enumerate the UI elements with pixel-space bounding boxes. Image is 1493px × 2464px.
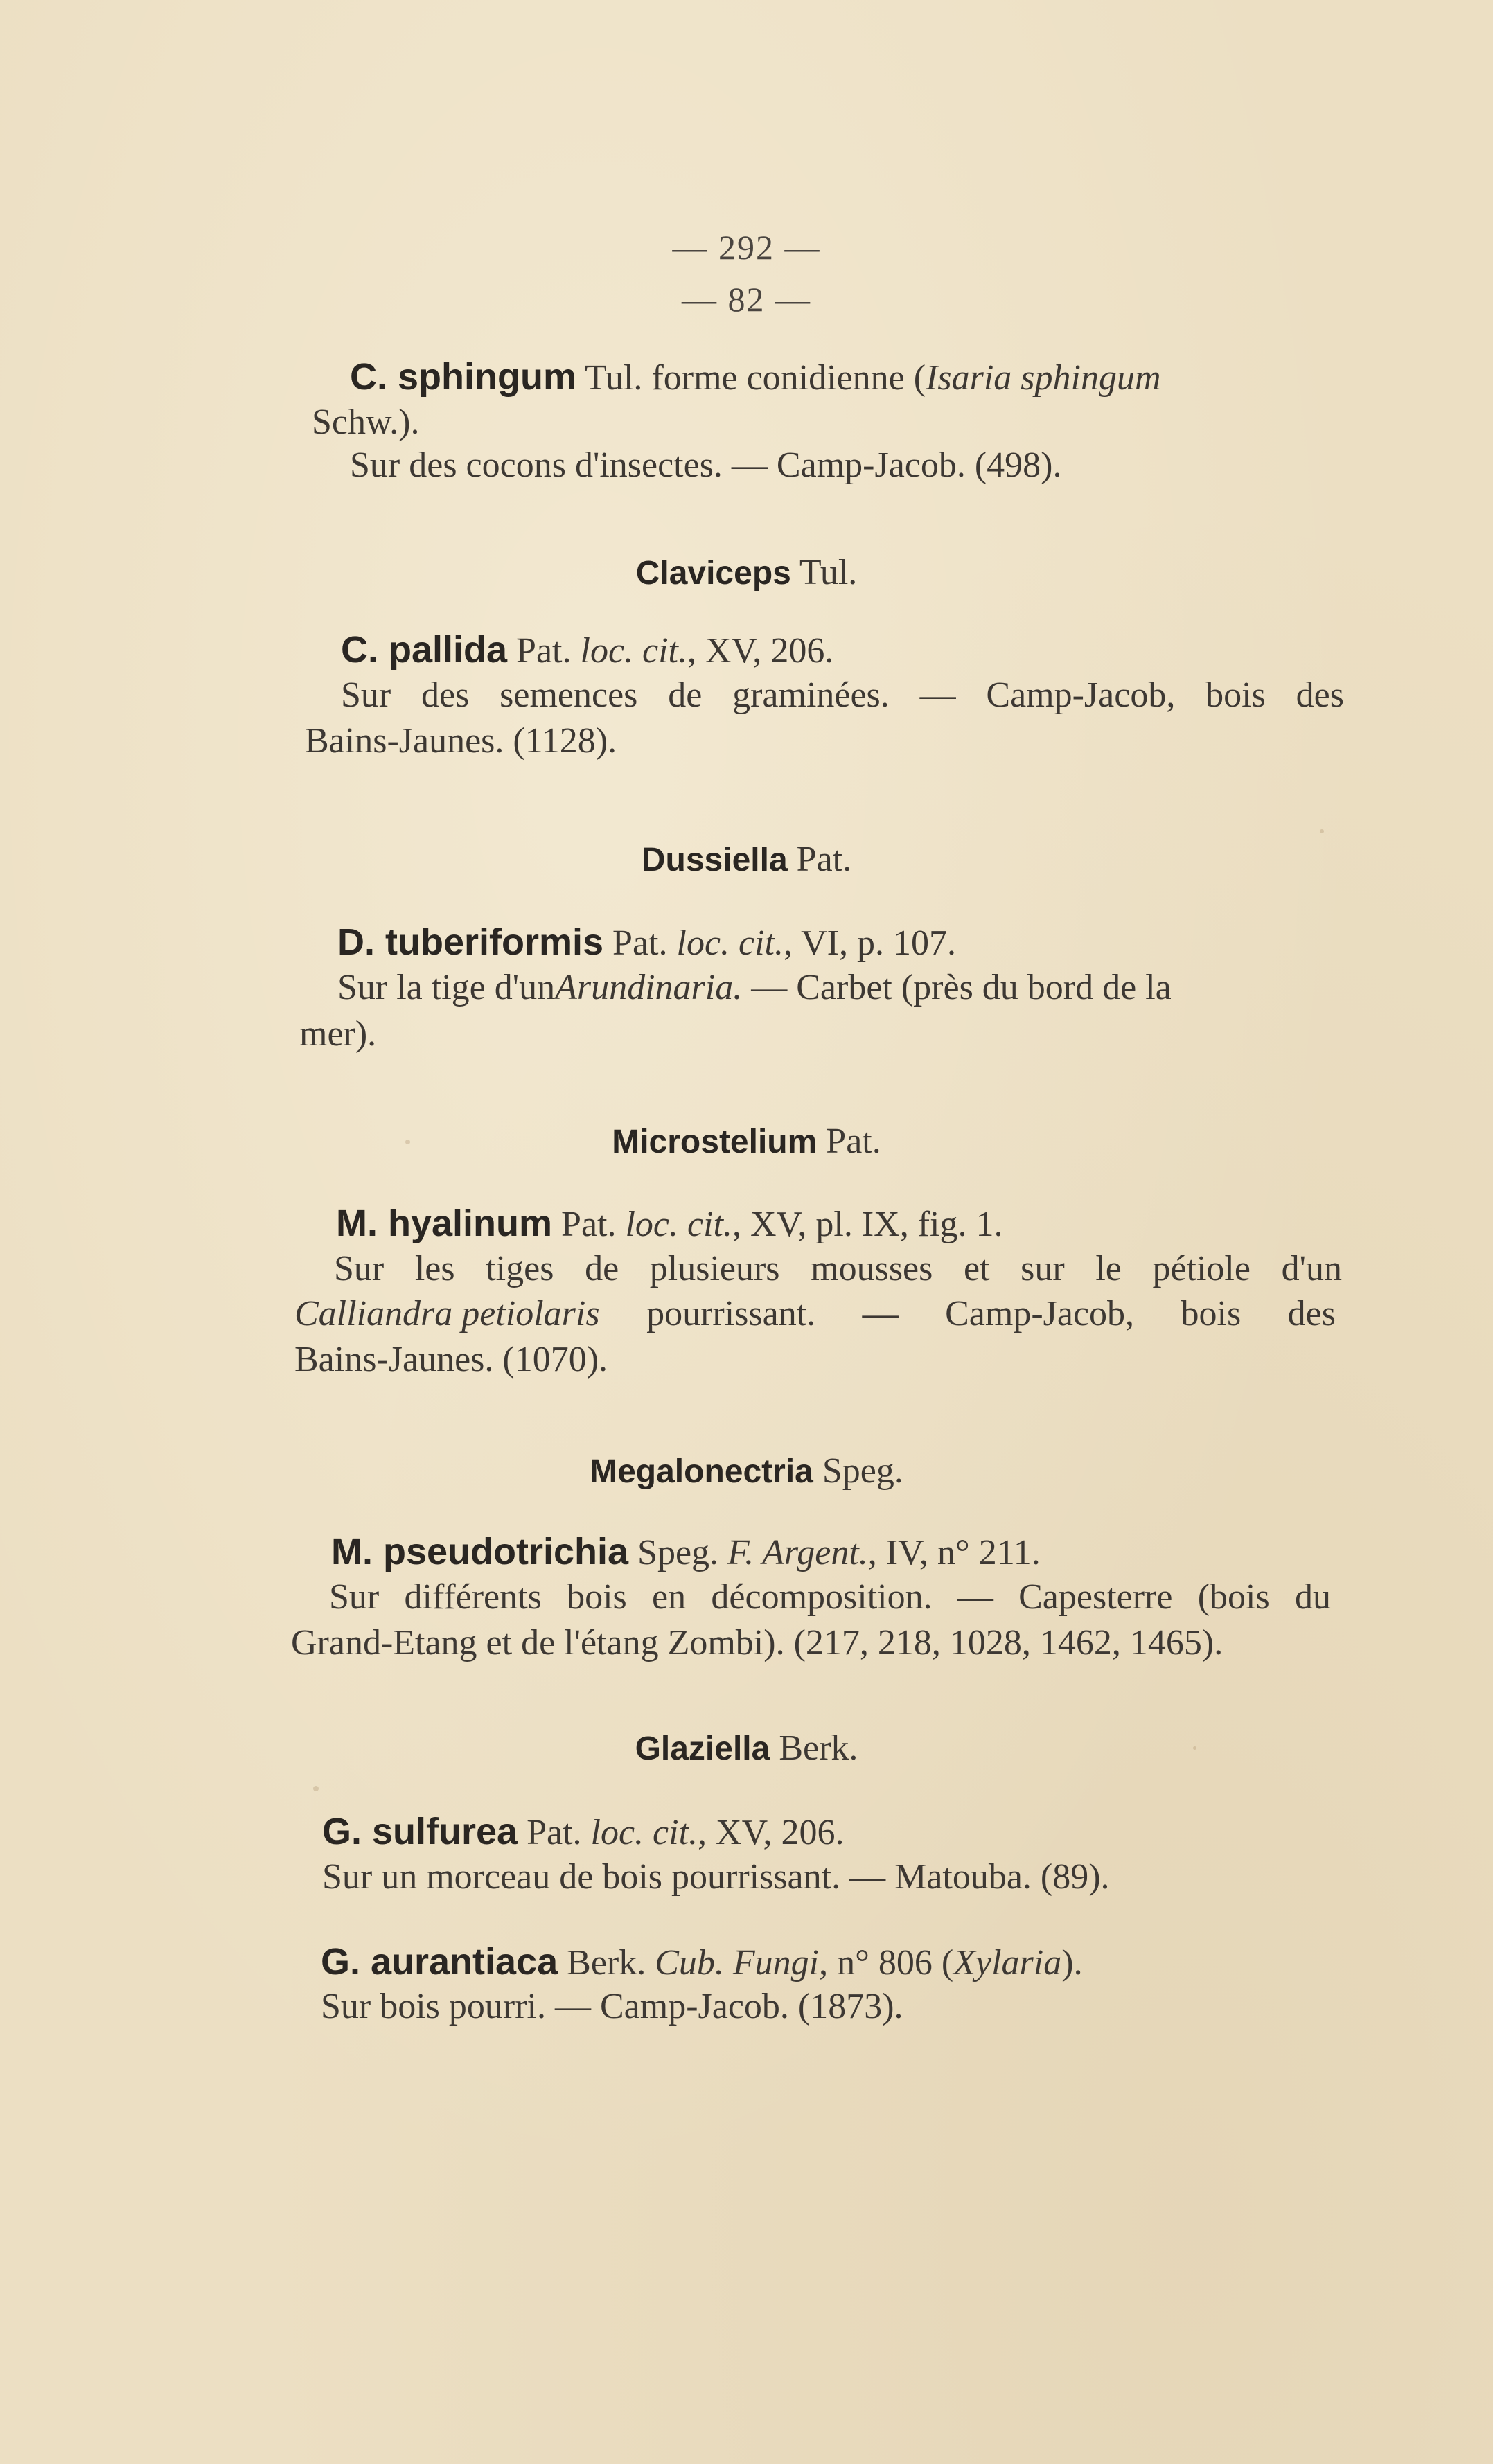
word: Camp-Jacob, (945, 1294, 1135, 1333)
word: et (964, 1249, 990, 1288)
genus-heading-megalonectria (0, 1450, 1493, 1494)
reference: , VI, p. 107. (784, 923, 956, 963)
word: semences (500, 675, 638, 715)
word: — (862, 1294, 899, 1333)
word: du (1294, 1577, 1331, 1617)
word: pourrissant. (646, 1294, 816, 1333)
species-name: C. sphingum (350, 356, 576, 398)
genus-author: Berk. (779, 1728, 858, 1768)
word: décomposition. (711, 1577, 933, 1617)
word: Sur (341, 675, 391, 715)
reference-italic: loc. cit. (590, 1813, 698, 1852)
text: Sur la tige d'un (337, 968, 556, 1007)
host-plant: Calliandra petiolaris (294, 1294, 600, 1333)
reference: , XV, pl. IX, fig. 1. (732, 1205, 1003, 1244)
author: Pat. (612, 923, 668, 963)
word: Capesterre (1018, 1577, 1173, 1617)
entry-m-hyalinum-line2 (334, 1248, 1342, 1291)
page-number: — 82 — (682, 280, 811, 319)
author: Berk. (567, 1943, 646, 1983)
word: plusieurs (649, 1249, 780, 1288)
paper-speck (405, 1140, 410, 1144)
word: Sur (334, 1249, 385, 1288)
entry-c-pallida-line3: Bains-Jaunes. (1128). (305, 721, 617, 761)
entry-d-tuberiformis-line2 (337, 966, 1172, 1009)
synonym: Isaria sphingum (926, 358, 1161, 398)
genus-heading-claviceps (0, 551, 1493, 595)
reference: , n° 806 ( (819, 1943, 954, 1983)
word: — (957, 1577, 993, 1617)
word: des (1287, 1294, 1336, 1333)
genus-heading-dussiella (0, 838, 1493, 882)
paper-speck (1193, 1746, 1196, 1750)
author: Tul. (585, 358, 643, 398)
entry-m-hyalinum-line4: Bains-Jaunes. (1070). (294, 1340, 608, 1379)
entry-c-sphingum-line2: Schw.). (312, 402, 420, 442)
word: en (652, 1577, 687, 1617)
entry-m-pseudotrichia-line2 (329, 1576, 1331, 1619)
entry-g-aurantiaca-line1 (321, 1940, 1083, 1985)
genus-name: Claviceps (635, 555, 791, 592)
entry-d-tuberiformis-line3: mer). (299, 1014, 377, 1054)
entry-m-pseudotrichia-line3: Grand-Etang et de l'étang Zombi). (217, 218, 1028, 1462, 1465). (291, 1623, 1223, 1663)
author: Pat. (527, 1813, 582, 1852)
reference: , XV, 206. (687, 631, 834, 671)
species-name: C. pallida (341, 629, 508, 671)
genus-name: Dussiella (641, 842, 788, 878)
word: graminées. (732, 675, 890, 715)
reference-italic: loc. cit. (580, 631, 688, 671)
genus-heading-microstelium (0, 1120, 1493, 1164)
genus-author: Pat. (826, 1122, 881, 1161)
word: d'un (1281, 1249, 1342, 1288)
genus-name: Glaziella (635, 1730, 770, 1767)
paper-speck (313, 1786, 319, 1791)
entry-d-tuberiformis-line1 (337, 921, 956, 965)
entry-c-pallida-line1 (341, 628, 833, 673)
entry-g-sulfurea-line2: Sur un morceau de bois pourrissant. — Matouba. (89). (322, 1857, 1110, 1897)
entry-m-hyalinum-line3 (294, 1293, 1336, 1336)
genus-author: Tul. (799, 553, 858, 592)
reference-italic: F. Argent. (727, 1533, 868, 1572)
genus-name: Microstelium (612, 1124, 818, 1160)
word: des (421, 675, 470, 715)
word: bois (567, 1577, 627, 1617)
species-name: M. pseudotrichia (331, 1531, 629, 1572)
paper-speck (1320, 829, 1324, 833)
word: les (414, 1249, 455, 1288)
word: de (585, 1249, 619, 1288)
genus-author: Pat. (796, 840, 852, 879)
host-plant: Arundinaria. (555, 968, 743, 1007)
word: le (1095, 1249, 1122, 1288)
entry-g-aurantiaca-line2: Sur bois pourri. — Camp-Jacob. (1873). (321, 1987, 903, 2026)
entry-c-sphingum-line1 (350, 355, 1161, 400)
genus-author: Speg. (822, 1451, 903, 1491)
word: Camp-Jacob, (986, 675, 1176, 715)
entry-c-pallida-line2 (341, 674, 1344, 717)
entry-m-pseudotrichia-line1 (331, 1530, 1041, 1575)
word: bois (1205, 675, 1266, 715)
text: — Carbet (près du bord de la (751, 968, 1172, 1007)
entry-c-sphingum-habitat: Sur des cocons d'insectes. — Camp-Jacob. (498). (350, 445, 1062, 485)
reference: , IV, n° 211. (867, 1533, 1041, 1572)
species-name: G. sulfurea (322, 1811, 518, 1852)
word: — (919, 675, 956, 715)
author: Speg. (637, 1533, 719, 1572)
reference: , XV, 206. (698, 1813, 845, 1852)
entry-m-hyalinum-line1 (336, 1202, 1002, 1246)
genus-heading-glaziella (0, 1727, 1493, 1771)
word: sur (1021, 1249, 1065, 1288)
entry-g-sulfurea-line1 (322, 1810, 844, 1854)
reference-italic: loc. cit. (625, 1205, 732, 1244)
reference-italic: loc. cit. (676, 923, 784, 963)
word: pétiole (1152, 1249, 1251, 1288)
author: Pat. (516, 631, 572, 671)
word: bois (1181, 1294, 1242, 1333)
word: de (668, 675, 703, 715)
author: Pat. (561, 1205, 617, 1244)
species-name: D. tuberiformis (337, 921, 604, 963)
word: (bois (1197, 1577, 1270, 1617)
word: différents (404, 1577, 542, 1617)
synonym: Xylaria (953, 1943, 1062, 1983)
species-name: G. aurantiaca (321, 1941, 558, 1983)
species-name: M. hyalinum (336, 1203, 553, 1244)
word: mousses (811, 1249, 933, 1288)
reference-end: ). (1061, 1943, 1083, 1983)
reference-italic: Cub. Fungi (655, 1943, 820, 1983)
original-page-number: — 292 — (672, 228, 821, 267)
word: des (1296, 675, 1344, 715)
word: Sur (329, 1577, 380, 1617)
description: forme conidienne ( (651, 358, 926, 398)
genus-name: Megalonectria (590, 1453, 813, 1490)
word: tiges (486, 1249, 554, 1288)
